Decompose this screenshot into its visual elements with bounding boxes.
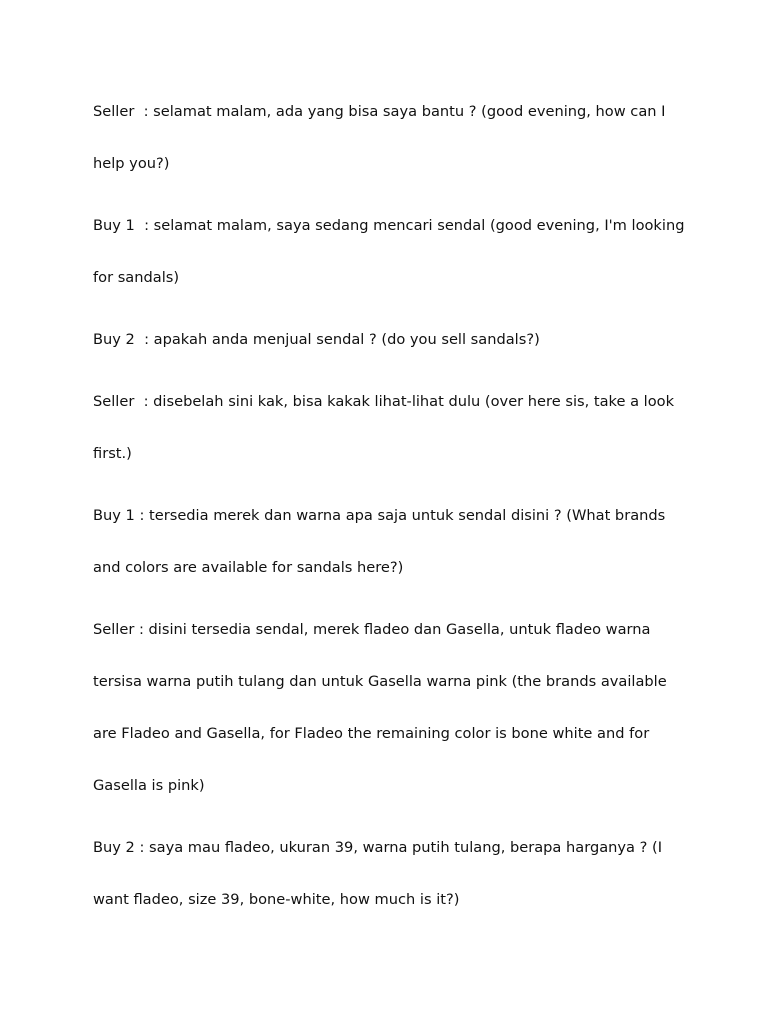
dialogue-text [93,86,693,926]
dialogue-turn [93,86,693,190]
text-line: and colors are available for sandals here?) [93,559,404,576]
text-line: Buy 2 : saya mau fladeo, ukuran 39, warna putih tulang, berapa harganya ? (I [93,839,663,856]
text-line: want fladeo, size 39, bone-white, how much is it?) [93,891,460,908]
text-line: first.) [93,445,132,462]
text-line: Buy 1 : selamat malam, saya sedang mencari sendal (good evening, I'm looking [93,217,685,234]
dialogue-turn [93,314,693,366]
text-line: are Fladeo and Gasella, for Fladeo the remaining color is bone white and for [93,725,650,742]
text-line: Gasella is pink) [93,777,205,794]
dialogue-turn [93,376,693,480]
text-line: Seller : disini tersedia sendal, merek fladeo dan Gasella, untuk fladeo warna [93,621,651,638]
text-line: Buy 1 : tersedia merek dan warna apa saja untuk sendal disini ? (What brands [93,507,666,524]
dialogue-turn [93,822,693,926]
dialogue-turn [93,200,693,304]
text-line: tersisa warna putih tulang dan untuk Gasella warna pink (the brands available [93,673,667,690]
text-line: Buy 2 : apakah anda menjual sendal ? (do you sell sandals?) [93,331,540,348]
text-line: help you?) [93,155,170,172]
text-line: Seller : disebelah sini kak, bisa kakak lihat-lihat dulu (over here sis, take a look [93,393,675,410]
text-line: for sandals) [93,269,180,286]
dialogue-turn [93,604,693,812]
text-line: Seller : selamat malam, ada yang bisa saya bantu ? (good evening, how can I [93,103,666,120]
dialogue-turn [93,490,693,594]
